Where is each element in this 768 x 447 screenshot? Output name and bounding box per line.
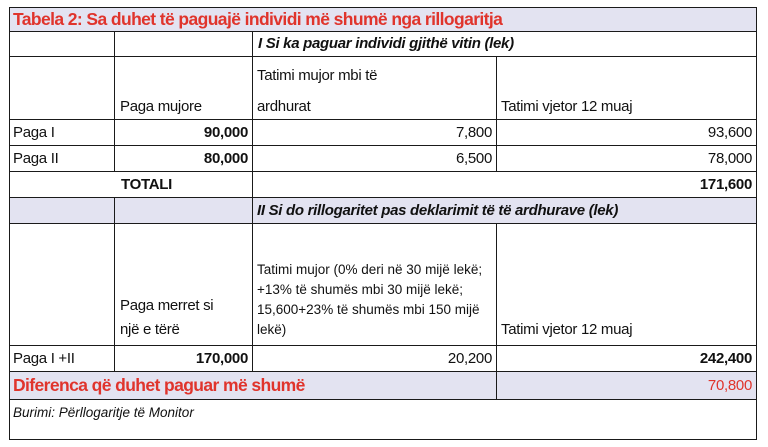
s1-hdr-pay xyxy=(115,57,253,120)
row2-annual-tax: 78,000 xyxy=(707,150,752,167)
s2-heading-cell xyxy=(253,198,757,224)
row3-pay-cell xyxy=(115,346,253,372)
total-label-cell xyxy=(9,172,253,198)
difference-label: Diferenca që duhet paguar më shumë xyxy=(13,375,305,395)
col-annual-tax: Tatimi vjetor 12 muaj xyxy=(501,98,633,115)
row1-monthly-cell xyxy=(253,120,497,146)
s2-hdr-tax-note xyxy=(253,224,497,346)
section2-heading: II Si do rillogaritet pas deklarimit të të ardhurave (lek) xyxy=(257,202,619,219)
s2-empty-a xyxy=(9,198,115,224)
col-pay-whole-l2: një e tërë xyxy=(120,321,180,338)
section1-heading: I Si ka paguar individi gjithë vitin (lek) xyxy=(258,35,514,52)
row1-label: Paga I xyxy=(13,124,55,141)
s2-hdr-annual-tax xyxy=(497,224,757,346)
total-value-cell xyxy=(253,172,757,198)
row2-label: Paga II xyxy=(13,150,59,167)
row1-monthly-tax: 7,800 xyxy=(455,124,492,141)
row1-pay-cell xyxy=(115,120,253,146)
title-row xyxy=(9,7,757,32)
row2-annual-cell xyxy=(497,146,757,172)
s1-hdr-monthly-tax xyxy=(253,57,497,120)
row1-label-cell xyxy=(9,120,115,146)
row2-pay-cell xyxy=(115,146,253,172)
row1-annual-tax: 93,600 xyxy=(707,124,752,141)
s1-empty-b xyxy=(115,32,253,57)
col-monthly-tax-l1: Tatimi mujor mbi të xyxy=(257,67,378,84)
s1-hdr-empty xyxy=(9,57,115,120)
table-title: Tabela 2: Sa duhet të paguajë individi më shumë nga rillogaritja xyxy=(13,9,503,29)
s2-empty-b xyxy=(115,198,253,224)
row3-label-cell xyxy=(9,346,115,372)
row3-pay: 170,000 xyxy=(195,350,248,367)
col-monthly-tax-l2: ardhurat xyxy=(257,98,311,115)
difference-label-cell xyxy=(9,372,497,400)
source-note: Burimi: Përllogaritje të Monitor xyxy=(13,405,194,420)
total-label: TOTALI xyxy=(121,176,172,193)
row3-annual-tax: 242,400 xyxy=(699,350,752,367)
col-monthly-pay: Paga mujore xyxy=(120,98,202,115)
difference-value-cell xyxy=(497,372,757,400)
s2-hdr-empty xyxy=(9,224,115,346)
row2-label-cell xyxy=(9,146,115,172)
s1-heading-cell xyxy=(253,32,757,57)
row1-annual-cell xyxy=(497,120,757,146)
tax-bracket-note: Tatimi mujor (0% deri në 30 mijë lekë; +13% të shumës mbi 30 mijë lekë; 15,600+23% të shumës mbi 150 mijë lekë) xyxy=(257,262,483,337)
source-cell xyxy=(9,400,757,440)
row2-monthly-tax: 6,500 xyxy=(455,150,492,167)
difference-value: 70,800 xyxy=(707,377,752,394)
col-annual-tax-2: Tatimi vjetor 12 muaj xyxy=(501,321,633,338)
row3-monthly-tax: 20,200 xyxy=(447,350,492,367)
s1-hdr-annual-tax xyxy=(497,57,757,120)
row1-pay: 90,000 xyxy=(203,124,248,141)
col-pay-whole-l1: Paga merret si xyxy=(120,297,214,314)
row2-pay: 80,000 xyxy=(203,150,248,167)
row3-label: Paga I +II xyxy=(13,350,75,367)
s2-hdr-pay xyxy=(115,224,253,346)
total-value: 171,600 xyxy=(699,176,752,193)
s1-empty-a xyxy=(9,32,115,57)
row2-monthly-cell xyxy=(253,146,497,172)
row3-monthly-cell xyxy=(253,346,497,372)
row3-annual-cell xyxy=(497,346,757,372)
tax-table xyxy=(9,7,757,440)
